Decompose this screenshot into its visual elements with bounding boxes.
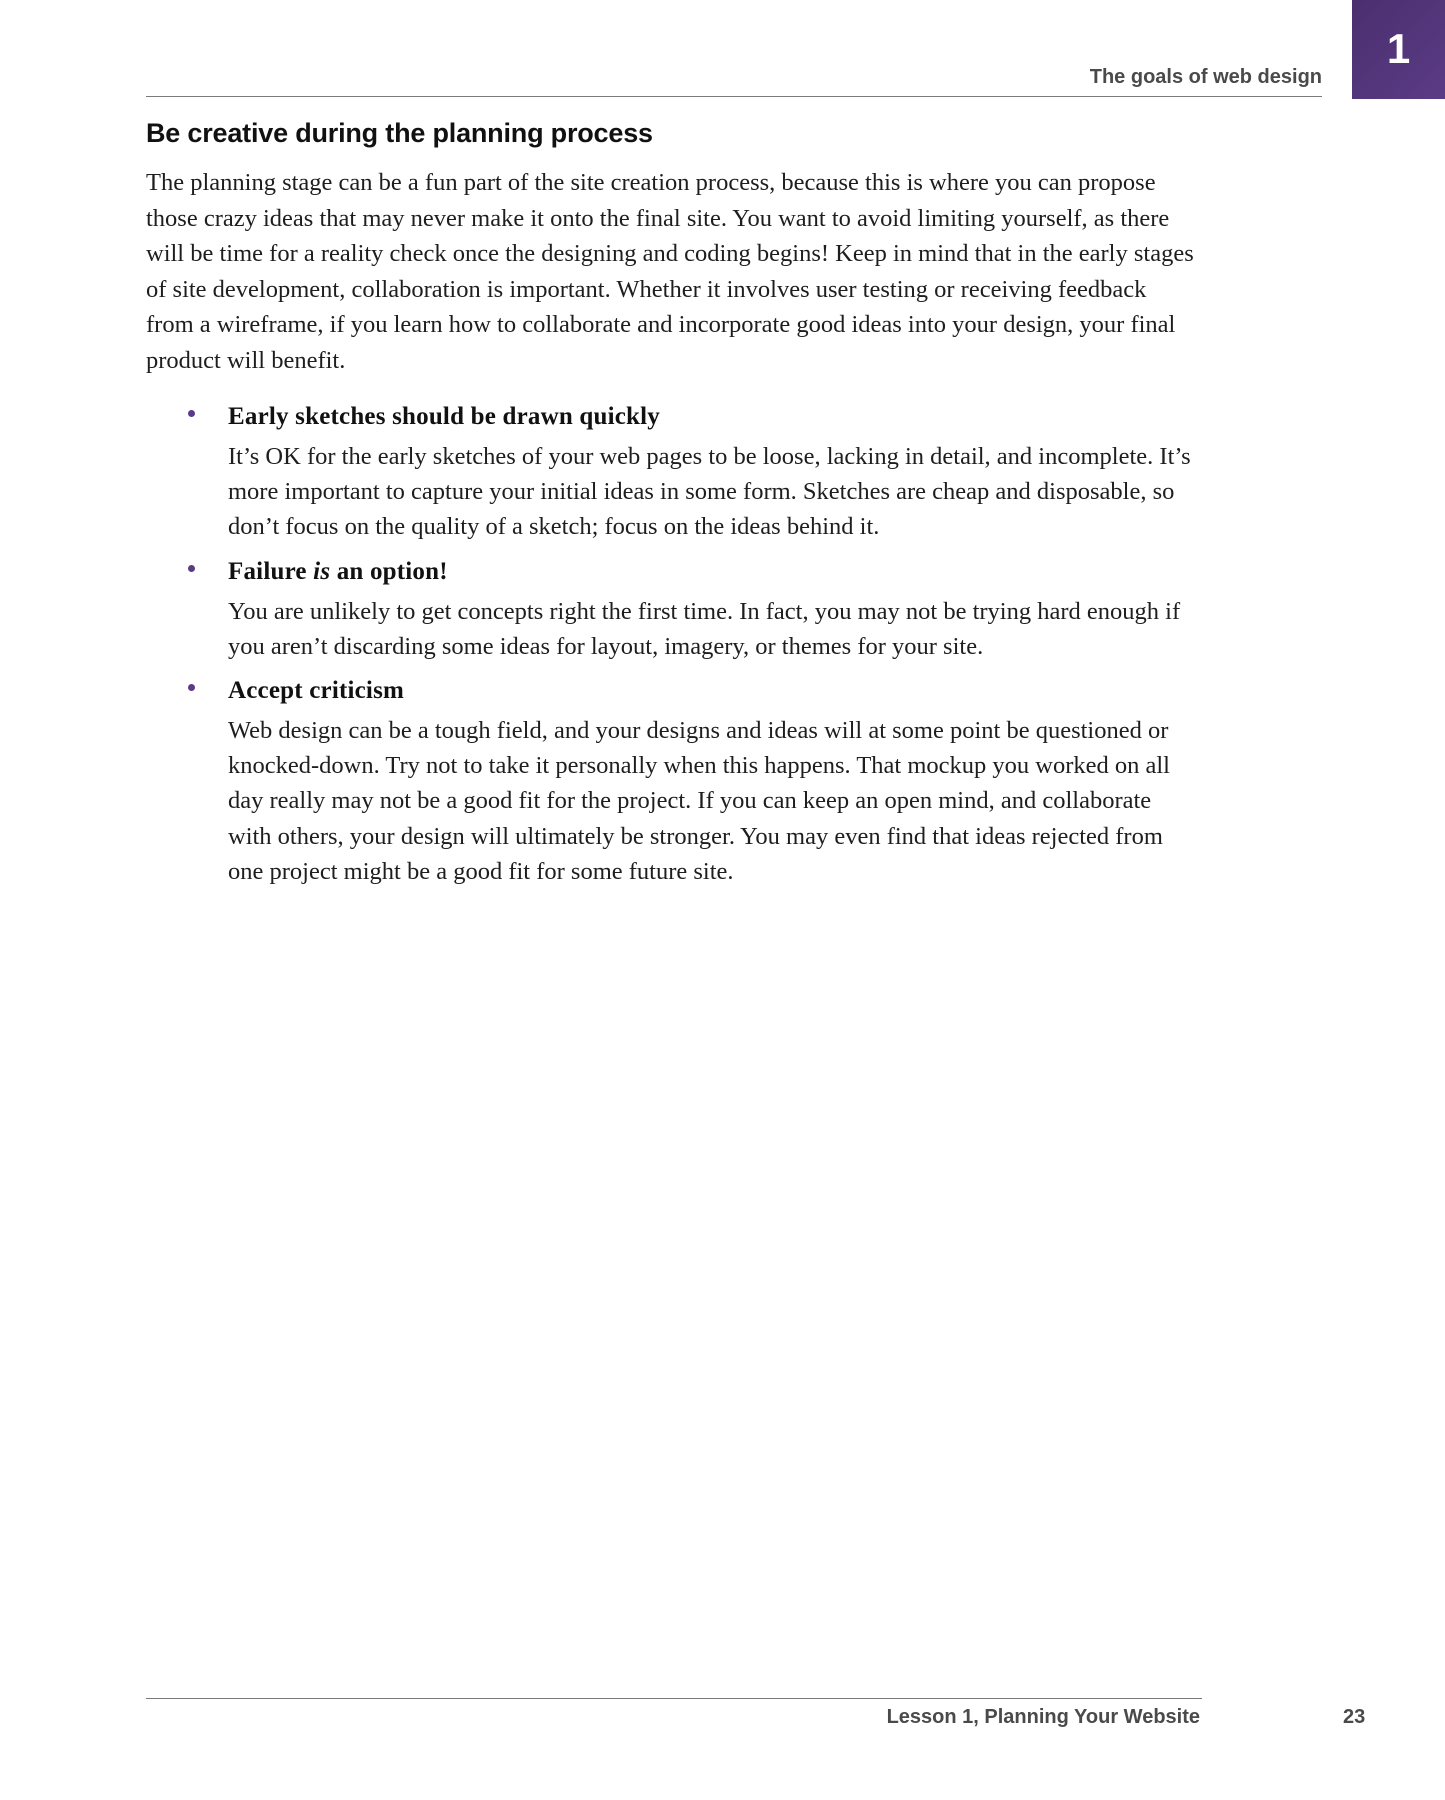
section-title: Be creative during the planning process: [146, 118, 653, 148]
intro-paragraph: The planning stage can be a fun part of the site creation process, because this is where you can propose those crazy ideas that may never make it onto the final site. You want to avoid limiting yourself, as there will be time for a reality check once the designing and coding begins! Keep in mind that in the early stages of site development, collaboration is important. Whether it involves user testing or receiving feedback from a wireframe, if you learn how to collaborate and incorporate good ideas into your design, your final product will benefit.: [146, 169, 1194, 374]
footer-lesson-label: Lesson 1, Planning Your Website: [886, 1706, 1200, 1728]
bullet-item-early-sketches: [146, 400, 1196, 545]
bullet-body: Web design can be a tough field, and your designs and ideas will at some point be questioned or knocked-down. Try not to take it personally when this happens. That mockup you worked on all day really may not be a good fit for the project. If you can keep an open mind, and collaborate with others, your design will ultimately be stronger. You may even find that ideas rejected from one project might be a good fit for some future site.: [228, 717, 1170, 885]
bullet-title-before: Failure: [228, 557, 314, 585]
bullet-dot-icon: [188, 410, 195, 417]
bullet-body: You are unlikely to get concepts right the first time. In fact, you may not be trying hard enough if you aren’t discarding some ideas for layout, imagery, or themes for your site.: [228, 597, 1181, 660]
bullet-body: It’s OK for the early sketches of your web pages to be loose, lacking in detail, and incomplete. It’s more important to capture your initial ideas in some form. Sketches are cheap and disposable, so don’t focus on the quality of a sketch; focus on the ideas behind it.: [228, 443, 1191, 541]
header-rule: [146, 96, 1322, 97]
bullet-dot-icon: [188, 565, 195, 572]
bullet-title-after: an option!: [330, 557, 448, 585]
bullet-item-failure: [146, 555, 1196, 664]
bullet-title: Accept criticism: [228, 677, 405, 705]
bullet-title: Early sketches should be drawn quickly: [228, 403, 660, 430]
bullet-title-emphasis: is: [313, 557, 331, 585]
page-content: [146, 118, 1196, 899]
footer-rule: [146, 1698, 1202, 1699]
page-number: 23: [1343, 1706, 1366, 1728]
bullet-list: [146, 400, 1196, 889]
chapter-number: 1: [1386, 24, 1411, 72]
running-head: The goals of web design: [1089, 66, 1322, 88]
bullet-item-accept-criticism: [146, 674, 1196, 889]
bullet-dot-icon: [188, 684, 195, 691]
chapter-tab: [1352, 0, 1445, 99]
bullet-title: [228, 555, 1196, 588]
